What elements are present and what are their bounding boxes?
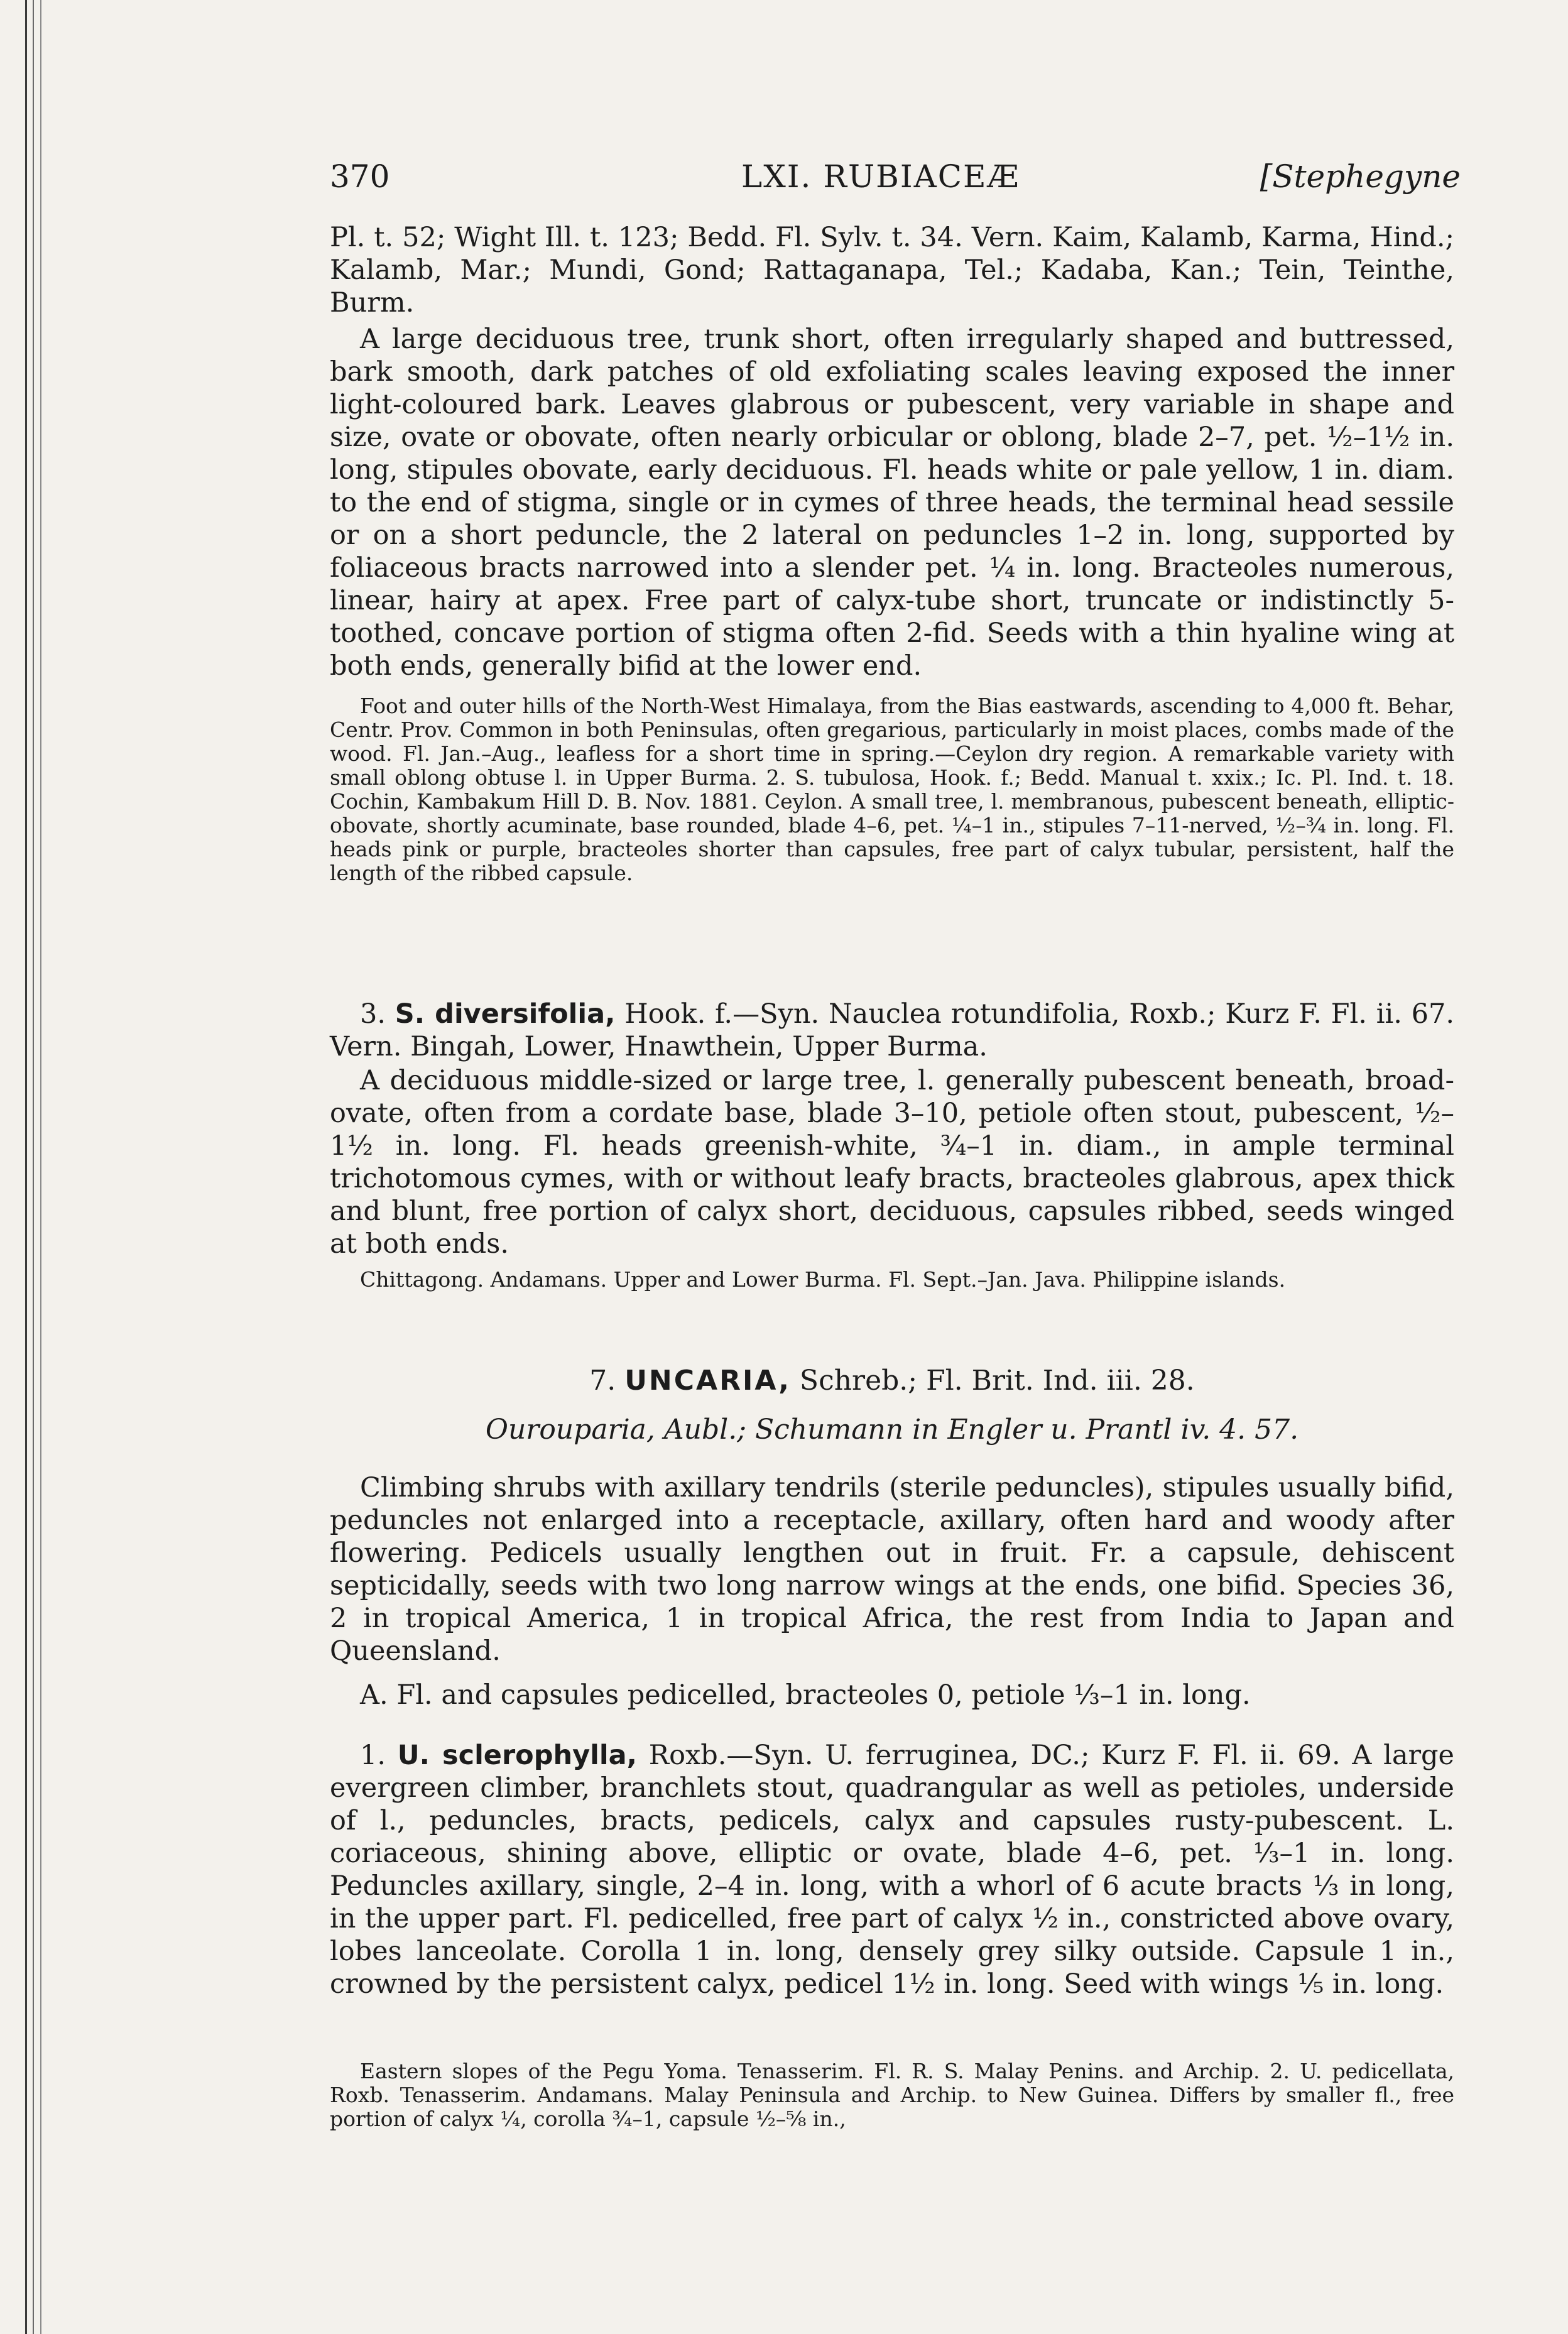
text-block xyxy=(330,1471,1454,1667)
binding-edge-line xyxy=(33,0,34,2334)
genus-citation: Schreb.; Fl. Brit. Ind. iii. 28. xyxy=(799,1365,1195,1397)
genus-description: Climbing shrubs with axillary tendrils (sterile peduncles), stipules usually bifid, peduncles not enlarged into a receptacle, axillary, often hard and woody after flowering. Pedicels usually lengthen out in fruit. Fr. a capsule, dehiscent septicidally, seeds with two long narrow wings at the ends, one bifid. Species 36, 2 in tropical America, 1 in tropical Africa, the rest from India to Japan and Queensland. xyxy=(330,1472,1454,1667)
text-block xyxy=(330,998,1454,1063)
species-synonymy: Hook. f.—Syn. Nauclea rotundifolia, Roxb.; Kurz F. Fl. ii. 67. Vern. Bingah, Lower, Hnawthein, Upper Burma. xyxy=(330,998,1455,1062)
distribution-note: Eastern slopes of the Pegu Yoma. Tenasserim. Fl. R. S. Malay Penins. and Archip. 2. U. pedicellata, Roxb. Tenasserim. Andamans. Malay Peninsula and Archip. to New Guinea. Differs by smaller fl., free portion of calyx ¼, corolla ¾–1, capsule ½–⅝ in., xyxy=(330,2059,1454,2131)
page-header xyxy=(330,158,1461,202)
genus-name: UNCARIA, xyxy=(624,1365,791,1397)
page-number: 370 xyxy=(330,158,390,195)
paragraph: Pl. t. 52; Wight Ill. t. 123; Bedd. Fl. Sylv. t. 34. Vern. Kaim, Kalamb, Karma, Hind.; Kalamb, Mar.; Mundi, Gond; Rattaganapa, Tel.; Kadaba, Kan.; Tein, Teinthe, Burm. xyxy=(330,222,1454,319)
species-description: Roxb.—Syn. U. ferruginea, DC.; Kurz F. Fl. ii. 69. A large evergreen climber, branchlets stout, quadrangular as well as petioles, underside of l., peduncles, bracts, pedicels, calyx and capsules rusty-pubescent. L. coriaceous, shining above, elliptic or ovate, blade 4–6, pet. ⅓–1 in. long. Peduncles axillary, single, 2–4 in. long, with a whorl of 6 acute bracts ⅓ in long, in the upper part. Fl. pedicelled, free part of calyx ½ in., constricted above ovary, lobes lanceolate. Corolla 1 in. long, densely grey silky outside. Capsule 1 in., crowned by the persistent calyx, pedicel 1½ in. long. Seed with wings ⅕ in. long. xyxy=(330,1740,1455,2000)
family-title: LXI. RUBIACEÆ xyxy=(741,158,1020,195)
key-line: A. Fl. and capsules pedicelled, bracteoles 0, petiole ⅓–1 in. long. xyxy=(360,1679,1251,1711)
text-block xyxy=(330,694,1454,885)
text-block xyxy=(330,1064,1454,1260)
distribution-note: Foot and outer hills of the North-West Himalaya, from the Bias eastwards, ascending to 4,000 ft. Behar, Centr. Prov. Common in both Peninsulas, often gregarious, particularly in moist places, combs made of the wood. Fl. Jan.–Aug., leafless for a short time in spring.—Ceylon dry region. A remarkable variety with small oblong obtuse l. in Upper Burma. 2. S. tubulosa, Hook. f.; Bedd. Manual t. xxix.; Ic. Pl. Ind. t. 18. Cochin, Kambakum Hill D. B. Nov. 1881. Ceylon. A small tree, l. membranous, pubescent beneath, elliptic-obovate, shortly acuminate, base rounded, blade 4–6, pet. ¼–1 in., stipules 7–11-nerved, ½–¾ in. long. Fl. heads pink or purple, bracteoles shorter than capsules, free part of calyx tubular, persistent, half the length of the ribbed capsule. xyxy=(330,694,1454,885)
species-number: 3. xyxy=(360,998,386,1030)
genus-heading xyxy=(330,1363,1454,1399)
paragraph: A deciduous middle-sized or large tree, l. generally pubescent beneath, broad-ovate, often from a cordate base, blade 3–10, petiole often stout, pubescent, ½–1½ in. long. Fl. heads greenish-white, ¾–1 in. diam., in ample terminal trichotomous cymes, with or without leafy bracts, bracteoles glabrous, apex thick and blunt, free portion of calyx short, deciduous, capsules ribbed, seeds winged at both ends. xyxy=(330,1065,1454,1260)
text-block xyxy=(330,221,1454,319)
text-block xyxy=(330,323,1454,682)
species-number: 1. xyxy=(360,1740,386,1771)
text-block xyxy=(330,1679,1454,1711)
paragraph: A large deciduous tree, trunk short, often irregularly shaped and buttressed, bark smooth, dark patches of old exfoliating scales leaving exposed the inner light-coloured bark. Leaves glabrous or pubescent, very variable in shape and size, ovate or obovate, often nearly orbicular or oblong, blade 2–7, pet. ½–1½ in. long, stipules obovate, early deciduous. Fl. heads white or pale yellow, 1 in. diam. to the end of stigma, single or in cymes of three heads, the terminal head sessile or on a short peduncle, the 2 lateral on peduncles 1–2 in. long, supported by foliaceous bracts narrowed into a slender pet. ¼ in. long. Bracteoles numerous, linear, hairy at apex. Free part of calyx-tube short, truncate or indistinctly 5-toothed, concave portion of stigma often 2-fid. Seeds with a thin hyaline wing at both ends, generally bifid at the lower end. xyxy=(330,324,1454,682)
binding-edge-line xyxy=(25,0,27,2334)
binding-edge-line xyxy=(40,0,41,2334)
species-entry xyxy=(330,1739,1454,2000)
genus-synonym: Ourouparia, Aubl.; Schumann in Engler u. Prantl iv. 4. 57. xyxy=(485,1414,1299,1446)
running-head: [Stephegyne xyxy=(1260,158,1461,195)
genus-number: 7. xyxy=(589,1365,616,1397)
species-name: U. sclerophylla, xyxy=(397,1740,637,1771)
species-name: S. diversifolia, xyxy=(395,998,616,1030)
text-block xyxy=(330,2059,1454,2131)
text-block xyxy=(330,1739,1454,2000)
species-entry xyxy=(330,998,1454,1063)
distribution-note: Chittagong. Andamans. Upper and Lower Burma. Fl. Sept.–Jan. Java. Philippine islands. xyxy=(360,1267,1286,1292)
text-block xyxy=(330,1268,1454,1292)
